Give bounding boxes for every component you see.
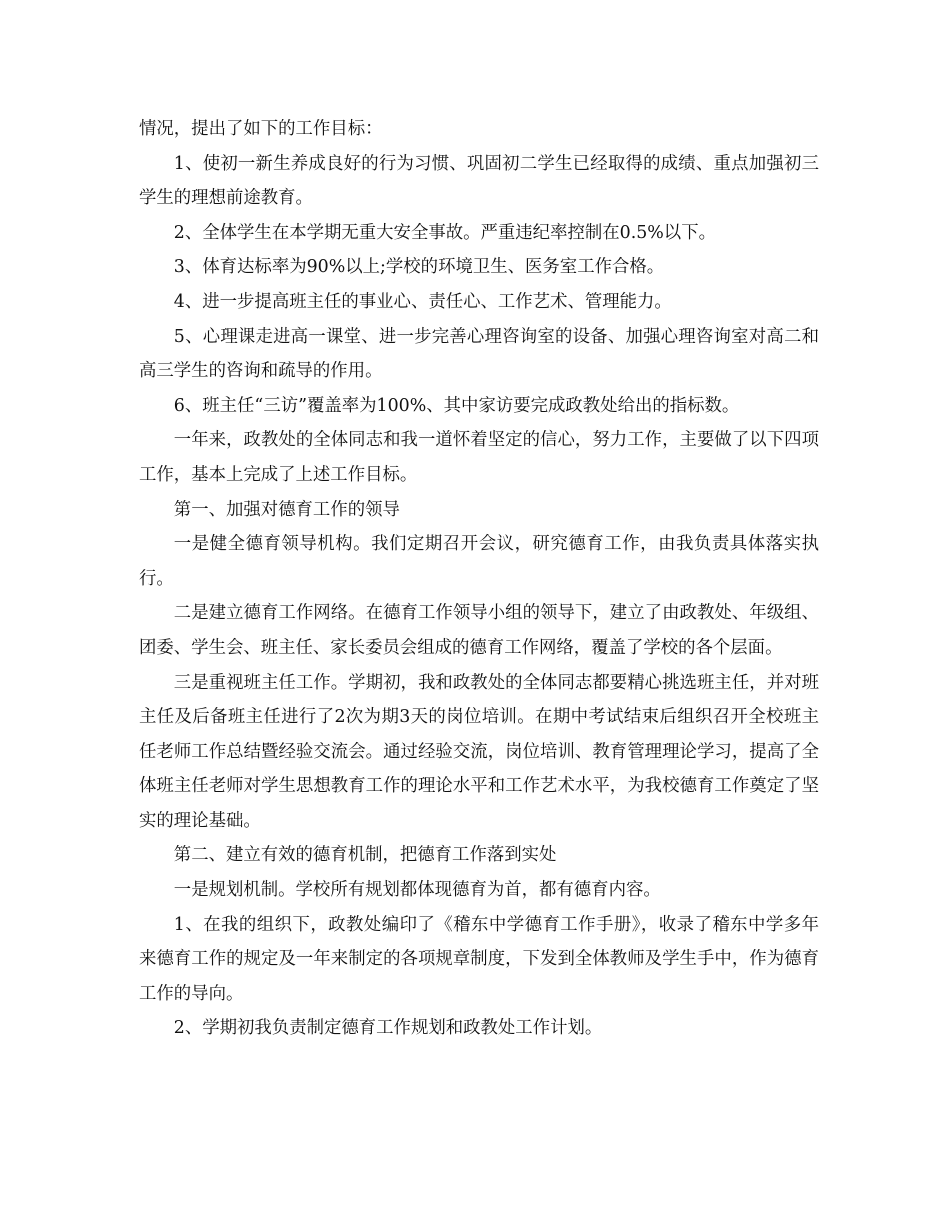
document-body [139,112,819,1046]
paragraph-continuation: 情况，提出了如下的工作目标： [139,119,383,139]
section-heading-1: 第一、加强对德育工作的领导 [173,499,400,520]
paragraph-summary: 一年来，政教处的全体同志和我一道怀着坚定的信心，努力工作，主要做了以下四项工作，基本上完成了上述工作目标。 [139,430,819,485]
paragraph-goal-4: 4、进一步提高班主任的事业心、责任心、工作艺术、管理能力。 [173,291,672,312]
paragraph-network: 二是建立德育工作网络。在德育工作领导小组的领导下，建立了由政教处、年级组、团委、学生会、班主任、家长委员会组成的德育工作网络，覆盖了学校的各个层面。 [139,603,819,658]
paragraph-goal-6: 6、班主任“三访”覆盖率为100%、其中家访要完成政教处给出的指标数。 [173,395,740,416]
paragraph-planning: 一是规划机制。学校所有规划都体现德育为首，都有德育内容。 [173,880,661,901]
paragraph-goal-3: 3、体育达标率为90%以上;学校的环境卫生、医务室工作合格。 [173,257,665,278]
paragraph-leadership: 一是健全德育领导机构。我们定期召开会议，研究德育工作，由我负责具体落实执行。 [139,534,819,589]
section-heading-2: 第二、建立有效的德育机制，把德育工作落到实处 [173,845,557,866]
paragraph-goal-1: 1、使初一新生养成良好的行为习惯、巩固初二学生已经取得的成绩、重点加强初三学生的理想前途教育。 [139,153,819,209]
paragraph-goal-2: 2、全体学生在本学期无重大安全事故。严重违纪率控制在0.5%以下。 [173,222,716,243]
paragraph-head-teacher: 三是重视班主任工作。学期初，我和政教处的全体同志都要精心挑选班主任，并对班主任及后备班主任进行了2次为期3天的岗位培训。在期中考试结束后组织召开全校班主任老师工作总结暨经验交流会。通过经验交流，岗位培训、教育管理理论学习，提高了全体班主任老师对学生思想教育工作的理论水平和工作艺术水平，为我校德育工作奠定了坚实的理论基础。 [139,672,819,831]
paragraph-handbook: 1、在我的组织下，政教处编印了《稽东中学德育工作手册》，收录了稽东中学多年来德育工作的规定及一年来制定的各项规章制度，下发到全体教师及学生手中，作为德育工作的导向。 [139,914,819,1004]
paragraph-work-plan: 2、学期初我负责制定德育工作规划和政教处工作计划。 [173,1018,603,1039]
paragraph-goal-5: 5、心理课走进高一课堂、进一步完善心理咨询室的设备、加强心理咨询室对高二和高三学生的咨询和疏导的作用。 [139,326,819,382]
